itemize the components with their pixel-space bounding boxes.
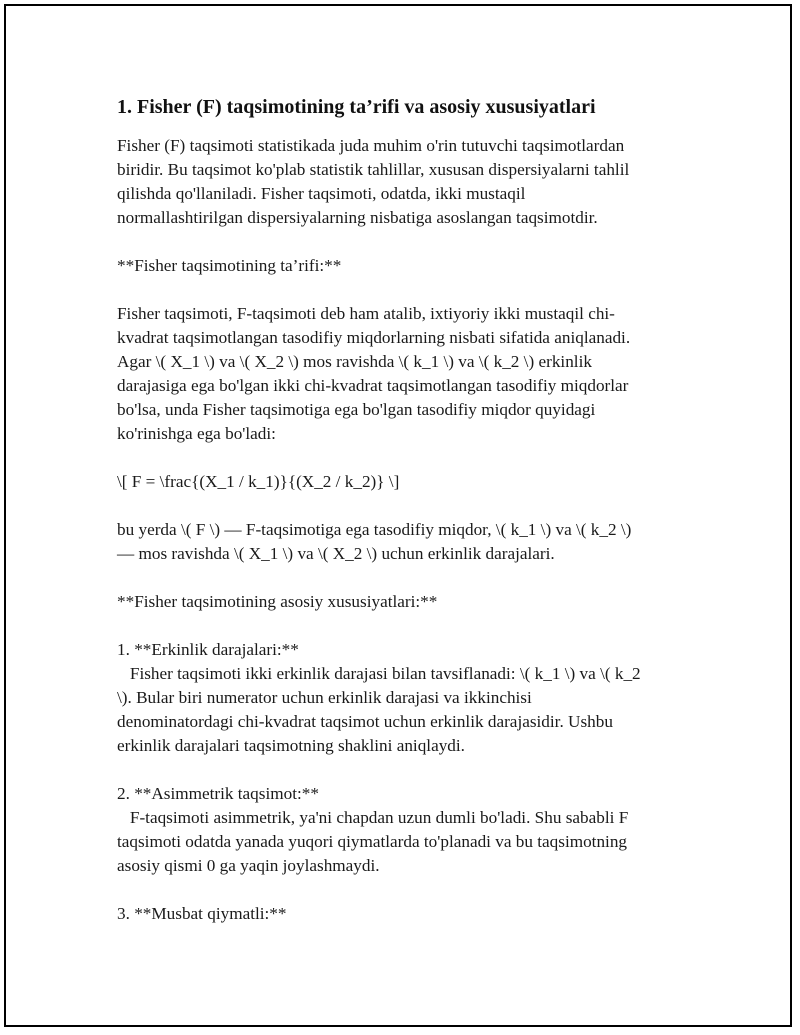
document-content [117,94,687,926]
body-text: Fisher (F) taqsimoti statistikada juda muhim o'rin tutuvchi taqsimotlardan biridir. Bu taqsimot ko'plab statistik tahlillar, xususan dispersiyalarni tahlil qilishda qo'llaniladi. Fisher taqsimoti, odatda, ikki mustaqil normallashtirilgan dispersiyalarning nisbatiga asoslangan taqsimotdir. **Fisher taqsimotining ta’rifi:** Fisher taqsimoti, F-taqsimoti deb ham atalib, ixtiyoriy ikki mustaqil chi- kvadrat taqsimotlangan tasodifiy miqdorlarning nisbati sifatida aniqlanadi. Agar \( X_1 \) va \( X_2 \) mos ravishda \( k_1 \) va \( k_2 \) erkinlik darajasiga ega bo'lgan ikki chi-kvadrat taqsimotlangan tasodifiy miqdorlar bo'lsa, unda Fisher taqsimotiga ega bo'lgan tasodifiy miqdor quyidagi ko'rinishga ega bo'ladi: \[ F = \frac{(X_1 / k_1)}{(X_2 / k_2)} \] bu yerda \( F \) — F-taqsimotiga ega tasodifiy miqdor, \( k_1 \) va \( k_2 \) — mos ravishda \( X_1 \) va \( X_2 \) uchun erkinlik darajalari. **Fisher taqsimotining asosiy xususiyatlari:** 1. **Erkinlik darajalari:** Fisher taqsimoti ikki erkinlik darajasi bilan tavsiflanadi: \( k_1 \) va \( k_2 \). Bular biri numerator uchun erkinlik darajasi va ikkinchisi denominatordagi chi-kvadrat taqsimot uchun erkinlik darajasidir. Ushbu erkinlik darajalari taqsimotning shaklini aniqlaydi. 2. **Asimmetrik taqsimot:** F-taqsimoti asimmetrik, ya'ni chapdan uzun dumli bo'ladi. Shu sababli F taqsimoti odatda yanada yuqori qiymatlarda to'planadi va bu taqsimotning asosiy qismi 0 ga yaqin joylashmaydi. 3. **Musbat qiymatli:** [117,136,641,923]
section-heading: 1. Fisher (F) taqsimotining ta’rifi va asosiy xususiyatlari [117,96,596,118]
